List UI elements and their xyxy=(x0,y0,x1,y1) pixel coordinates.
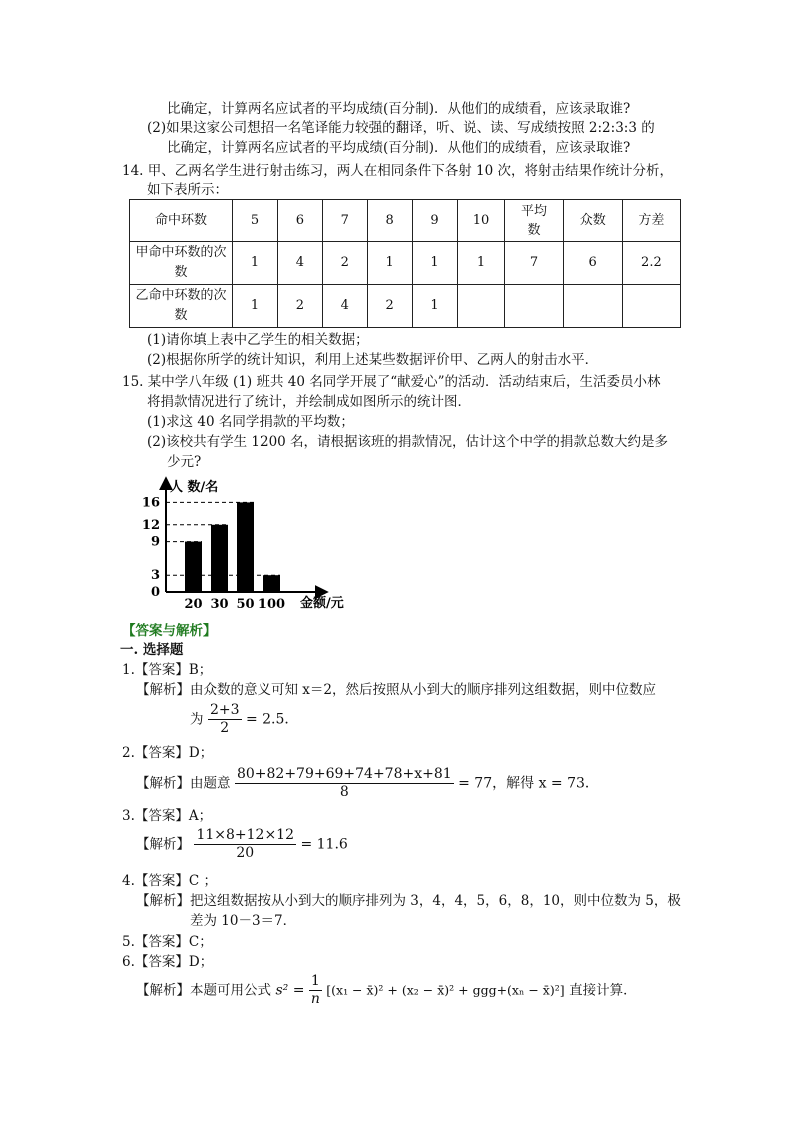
answer-2-formula: 【解析】由题意 $\frac{80+82+79+69+74+78+x+81}{8}$ = 77，解得 x = 73． xyxy=(136,766,599,800)
table-cell xyxy=(505,285,563,328)
q13-line2: (2)如果这家公司想招一名笔译能力较强的翻译，听、说、读、写成绩按照 2:2:3:3 的 xyxy=(147,120,655,136)
y-tick-label: 0 xyxy=(150,585,160,600)
answer-4-explanation: 【解析】把这组数据按从小到大的顺序排列为 3，4，4，5，6，8，10，则中位数为 5，极 xyxy=(136,893,681,909)
table-cell: 1 xyxy=(412,242,457,285)
section-heading: 一. 选择题 xyxy=(120,642,184,658)
x-tick-label: 30 xyxy=(210,597,229,612)
bar-100 xyxy=(263,575,280,592)
table-cell: 9 xyxy=(412,200,457,242)
table-cell xyxy=(457,285,505,328)
q14-sub2: (2)根据你所学的统计知识，利用上述某些数据评价甲、乙两人的射击水平． xyxy=(147,352,599,368)
q13-line1: 比确定，计算两名应试者的平均成绩(百分制)．从他们的成绩看，应该录取谁? xyxy=(167,101,631,117)
y-tick-label: 12 xyxy=(141,517,160,533)
table-cell: 8 xyxy=(367,200,412,242)
answer-5: 5.【答案】C； xyxy=(122,934,213,950)
answer-4-explanation-2: 差为 10－3＝7． xyxy=(190,913,297,929)
table-cell: 乙命中环数的次数 xyxy=(130,285,233,328)
answer-4: 4.【答案】C ； xyxy=(122,873,218,889)
table-row xyxy=(130,242,681,285)
y-tick-label: 16 xyxy=(141,495,160,511)
answer-1-explanation: 【解析】由众数的意义可知 x＝2，然后按照从小到大的顺序排列这组数据，则中位数应 xyxy=(136,682,656,698)
table-header-row xyxy=(130,200,681,242)
y-tick-label: 9 xyxy=(150,534,160,550)
table-cell: 方差 xyxy=(622,200,680,242)
table-cell: 众数 xyxy=(563,200,622,242)
table-cell: 甲命中环数的次数 xyxy=(130,242,233,285)
q15-line2: 将捐款情况进行了统计，并绘制成如图所示的统计图． xyxy=(147,394,471,410)
table-cell: 10 xyxy=(457,200,505,242)
q14-sub1: (1)请你填上表中乙学生的相关数据； xyxy=(147,332,369,348)
table-cell: 4 xyxy=(277,242,322,285)
donation-bar-chart xyxy=(140,475,360,615)
y-tick-label: 3 xyxy=(150,568,160,584)
x-tick-label: 100 xyxy=(257,597,286,612)
q14-line1: 14. 甲、乙两名学生进行射击练习，两人在相同条件下各射 10 次，将射击结果作统计分析， xyxy=(122,163,674,179)
table-cell: 2 xyxy=(322,242,367,285)
table-cell: 命中环数 xyxy=(130,200,233,242)
answer-1: 1.【答案】B； xyxy=(122,662,213,678)
answer-1-formula: 为 $\frac{2+3}{2}$ = 2.5． xyxy=(190,702,299,736)
table-cell: 6 xyxy=(277,200,322,242)
bar-20 xyxy=(185,542,202,592)
x-axis-label: 金额/元 xyxy=(300,596,344,611)
table-cell: 7 xyxy=(322,200,367,242)
q15-line1: 15. 某中学八年级 (1) 班共 40 名同学开展了“献爱心”的活动．活动结束后，生活委员小林 xyxy=(122,374,661,390)
answer-2: 2.【答案】D； xyxy=(122,745,214,761)
bar-30 xyxy=(211,525,228,592)
table-cell: 平均数 xyxy=(505,200,563,242)
y-axis-label: 人 数/名 xyxy=(170,480,219,495)
table-cell: 6 xyxy=(563,242,622,285)
bar-50 xyxy=(237,502,254,592)
q13-line3: 比确定，计算两名应试者的平均成绩(百分制)．从他们的成绩看，应该录取谁? xyxy=(167,140,631,156)
table-cell: 7 xyxy=(505,242,563,285)
answer-6-formula: 【解析】本题可用公式 s² = $\frac{1}{n}$ [(x₁ − x̄)² + (x₂ − x̄)² + ggg+(xₙ − x̄)²] 直接计算． xyxy=(136,973,637,1007)
table-row xyxy=(130,285,681,328)
table-cell: 2.2 xyxy=(622,242,680,285)
table-cell: 4 xyxy=(322,285,367,328)
q15-sub2a: (2)该校共有学生 1200 名，请根据该班的捐款情况，估计这个中学的捐款总数大约是多 xyxy=(147,434,669,450)
q15-sub1: (1)求这 40 名同学捐款的平均数； xyxy=(147,414,354,430)
table-cell: 2 xyxy=(277,285,322,328)
answer-3-formula: 【解析】 $\frac{11\times 8+12\times 12}{20}$ = 11.6 xyxy=(136,827,348,861)
table-cell: 1 xyxy=(367,242,412,285)
answer-3: 3.【答案】A； xyxy=(122,808,213,824)
table-cell: 1 xyxy=(457,242,505,285)
table-cell: 5 xyxy=(233,200,278,242)
answer-6: 6.【答案】D； xyxy=(122,954,214,970)
q14-line2: 如下表所示： xyxy=(147,182,228,198)
table-cell: 2 xyxy=(367,285,412,328)
answers-heading: 【答案与解析】 xyxy=(122,623,217,639)
x-tick-label: 50 xyxy=(236,597,255,612)
table-cell: 1 xyxy=(233,242,278,285)
table-cell: 1 xyxy=(412,285,457,328)
shooting-table xyxy=(129,199,681,328)
table-cell xyxy=(563,285,622,328)
x-tick-label: 20 xyxy=(184,597,203,612)
q15-sub2b: 少元? xyxy=(167,454,202,470)
table-cell xyxy=(622,285,680,328)
table-cell: 1 xyxy=(233,285,278,328)
